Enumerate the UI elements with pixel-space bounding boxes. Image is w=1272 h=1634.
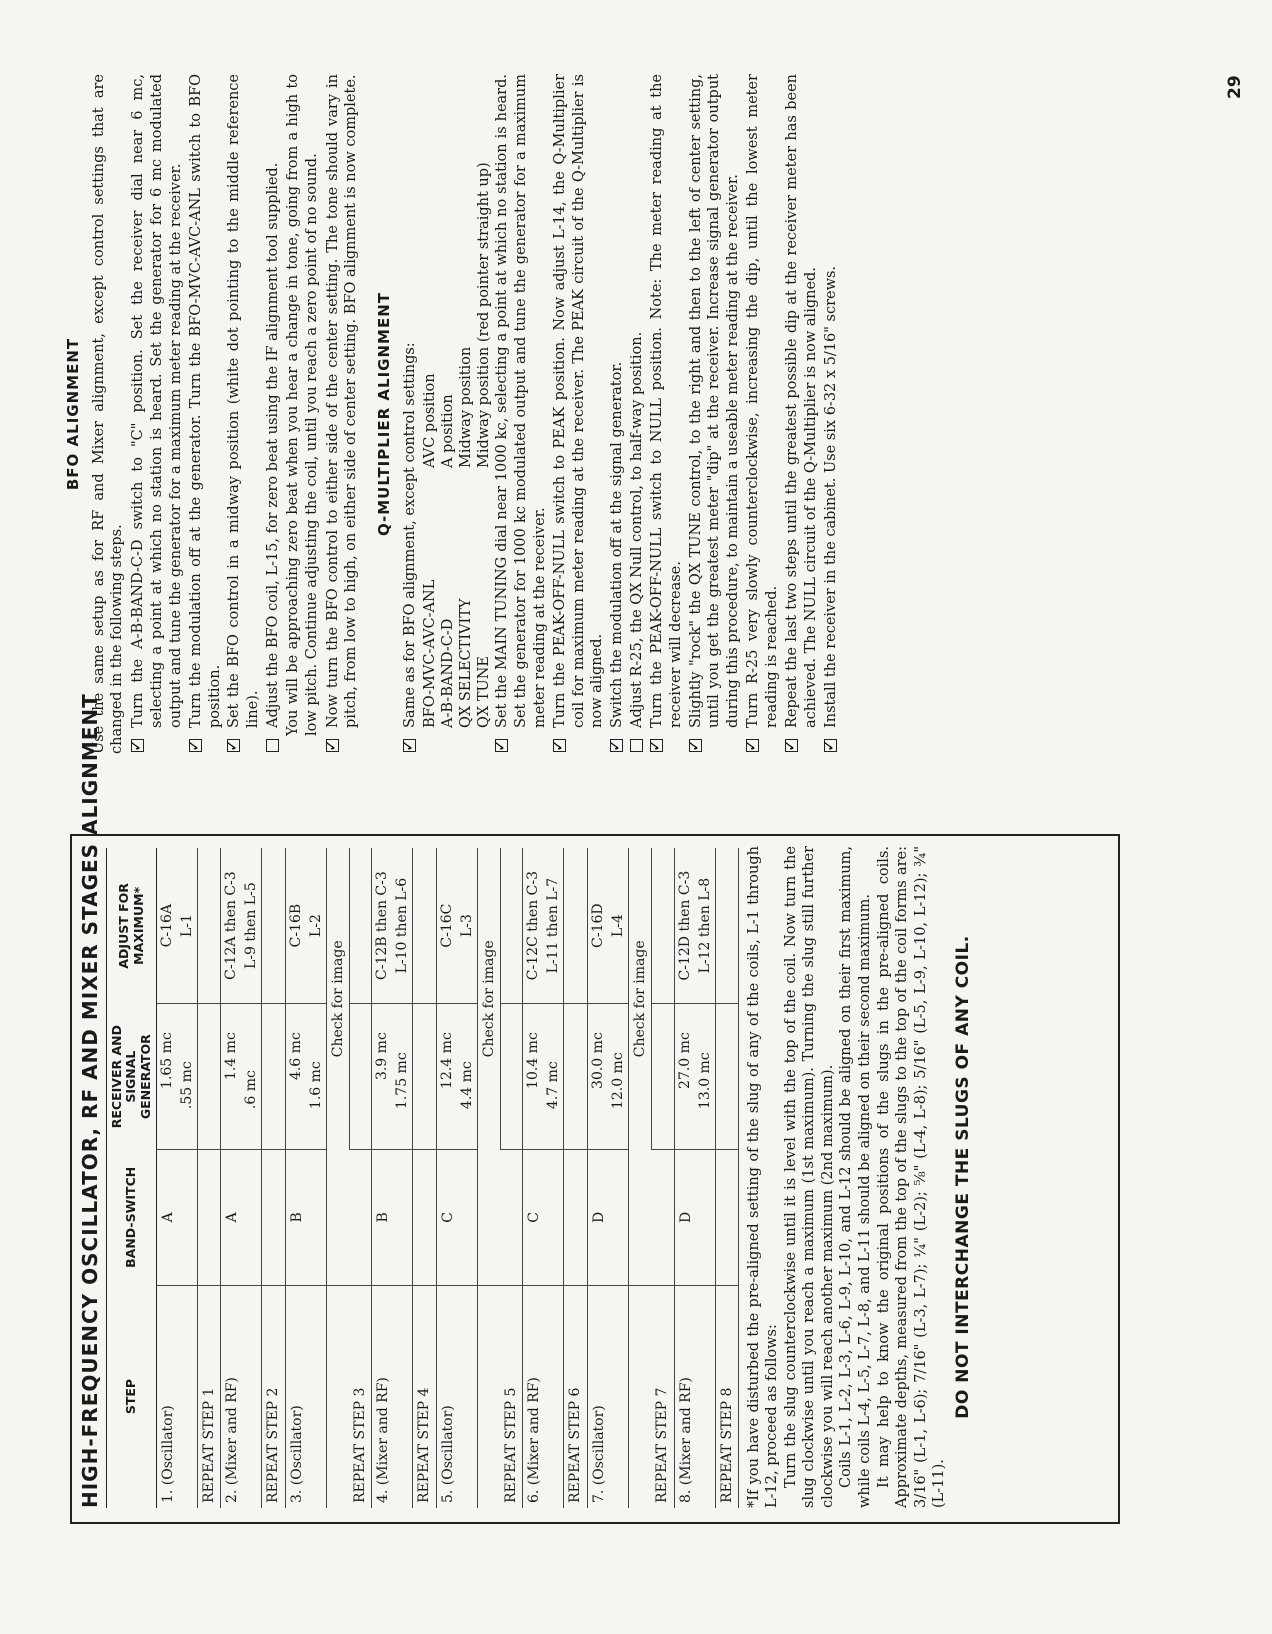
qmult-step [687,74,744,754]
adjust-low: L-2 [307,914,324,938]
bfo-step [129,74,186,754]
band-cell [413,1150,436,1286]
checkbox-icon [403,739,416,752]
checkbox-icon [131,739,144,752]
repeat-row [349,848,372,1508]
gen-high: 1.4 mc [223,1032,240,1081]
step-cell: 1. (Oscillator) [157,1285,198,1508]
checkbox-icon [227,739,240,752]
step-cell: REPEAT STEP 8 [715,1285,738,1508]
bfo-step [187,74,225,754]
checkbox-icon [189,739,202,752]
adjust-cell [198,848,221,1004]
gen-low: 12.0 mc [609,1052,626,1110]
band-cell [651,1150,674,1286]
step-cell: 7. (Oscillator) [587,1285,628,1508]
adjust-cell [436,848,477,1004]
band-cell: D [674,1150,715,1286]
bfo-step [225,74,263,754]
generator-cell [715,1004,738,1150]
adjust-cell [674,848,715,1004]
gen-low: 13.0 mc [696,1052,713,1110]
adjust-cell [523,848,564,1004]
adjust-cell [500,848,523,1004]
bfo-step-text: Turn the A-B-BAND-C-D switch to "C" position. Set the receiver dial near 6 mc, selecting a point at which no station is heard. Set the generator for 6 mc modulated output and tune the generator for a maximum meter reading at the receiver. [130,74,184,728]
header-step: STEP [107,1285,157,1508]
setting-name: QX TUNE [476,656,493,728]
adjust-high: C-12B then C-3 [374,871,391,980]
hf-title: HIGH-FREQUENCY OSCILLATOR, RF AND MIXER STAGES ALIGNMENT [78,693,102,1508]
gen-high: 27.0 mc [676,1032,693,1089]
adjust-high: C-16D [589,903,606,948]
qmult-step [608,74,627,754]
qmult-step [493,74,550,754]
bfo-zero-note: You will be approaching zero beat when you hear a change in tone, going from a high to low pitch. Continue adjusting the coil, until you reach a zero point of no sound. [284,74,320,736]
step-cell: 3. (Oscillator) [285,1285,326,1508]
header-band: BAND-SWITCH [107,1150,157,1286]
image-check: Check for image [628,848,651,1150]
repeat-row [413,848,436,1508]
table-row [587,848,628,1508]
generator-cell [372,1004,413,1150]
bfo-step-text: Adjust the BFO coil, L-15, for zero beat using the IF alignment tool supplied. [265,162,282,728]
qmult-step [628,74,647,754]
checkbox-icon [650,739,663,752]
band-cell: B [372,1150,413,1286]
qmult-step-text: Switch the modulation off at the signal generator. [609,361,626,728]
checkbox-icon [553,739,566,752]
empty-cell [477,1285,500,1508]
setting-name: QX SELECTIVITY [457,598,474,728]
image-check-row [477,848,500,1508]
gen-high: 1.65 mc [159,1032,176,1089]
repeat-row [262,848,285,1508]
generator-cell [436,1004,477,1150]
gen-low: 4.4 mc [458,1061,475,1110]
repeat-row [564,848,587,1508]
band-cell: C [523,1150,564,1286]
checkbox-icon [689,739,702,752]
table-row [157,848,198,1508]
table-row [372,848,413,1508]
generator-cell [198,1004,221,1150]
empty-cell [628,1285,651,1508]
adjust-high: C-16B [287,903,304,948]
step-cell: REPEAT STEP 2 [262,1285,285,1508]
generator-cell [349,1004,372,1150]
table-row [221,848,262,1508]
step-cell: 2. (Mixer and RF) [221,1285,262,1508]
adjust-low: L-11 then L-7 [545,877,562,974]
image-check: Check for image [326,848,349,1150]
empty-cell [477,1150,500,1286]
step-cell: 4. (Mixer and RF) [372,1285,413,1508]
qmult-step-text: Slightly "rock" the QX TUNE control, to the right and then to the left of center setting, until you get the greatest meter "dip" at the receiver. Increase signal generator output during this procedure, to maintain a useable meter reading at the receiver. [687,74,742,728]
bfo-final-text: Now turn the BFO control to either side of the center setting. The tone should vary in pitch, from low to high, on either side of center setting. BFO alignment is now complete. [324,74,360,728]
adjust-cell [564,848,587,1004]
gen-high: 4.6 mc [287,1032,304,1081]
repeat-row [500,848,523,1508]
checkbox-icon [266,739,279,752]
adjust-high: C-16C [438,903,455,948]
generator-cell [564,1004,587,1150]
step-cell: REPEAT STEP 4 [413,1285,436,1508]
hf-table-body [157,848,739,1508]
band-cell [349,1150,372,1286]
generator-cell [523,1004,564,1150]
band-cell [500,1150,523,1286]
hf-notes [745,846,949,1508]
qmult-step [744,74,782,754]
adjust-low: L-1 [179,914,196,938]
image-check: Check for image [477,848,500,1150]
step-cell: 6. (Mixer and RF) [523,1285,564,1508]
hf-header-row [107,848,157,1508]
generator-cell [500,1004,523,1150]
gen-low: 1.75 mc [394,1052,411,1110]
footnote: *If you have disturbed the pre-aligned setting of the slug of any of the coils, L-1 through L-12, proceed as follows: [745,846,781,1508]
qmult-step [783,74,821,754]
checkbox-icon [785,739,798,752]
checkbox-icon [326,739,339,752]
adjust-cell [651,848,674,1004]
step-cell: REPEAT STEP 1 [198,1285,221,1508]
qmult-step-text: Repeat the last two steps until the greatest possible dip at the receiver meter has been achieved. The NULL circuit of the Q-Multiplier is now aligned. [783,74,819,728]
checkbox-icon [630,739,643,752]
band-cell: B [285,1150,326,1286]
qmult-settings [421,74,494,754]
generator-cell [587,1004,628,1150]
header-adjust: ADJUST FOR MAXIMUM* [107,848,157,1004]
table-row [436,848,477,1508]
checkbox-icon [610,739,623,752]
empty-cell [628,1150,651,1286]
gen-low: .55 mc [179,1061,196,1110]
setting-value: Midway position [457,346,474,468]
qmult-step-text: Turn the PEAK-OFF-NULL switch to NULL position. Note: The meter reading at the receiver will decrease. [648,74,684,728]
gen-high: 3.9 mc [374,1032,391,1081]
gen-low: 1.6 mc [307,1061,324,1110]
note-para-1: Turn the slug counterclockwise until it is level with the top of the coil. Now turn the slug clockwise until you reach a maximum (1st maximum). Turning the slug still further clockwise you will reach another maximum (2nd maximum). [782,846,836,1508]
adjust-high: C-12D then C-3 [676,870,693,981]
qmult-step-text: Set the MAIN TUNING dial near 1000 kc, selecting a point at which no station is heard. Set the generator for 1000 kc modulated output and tune the generator for a maximum meter reading at the receiver. [494,74,548,728]
generator-cell [413,1004,436,1150]
hf-table [106,848,739,1508]
hf-alignment-box [70,693,1120,1524]
empty-cell [326,1150,349,1286]
image-check-row [628,848,651,1508]
checkbox-icon [824,739,837,752]
gen-low: 4.7 mc [545,1061,562,1110]
band-cell [715,1150,738,1286]
adjust-cell [715,848,738,1004]
checkbox-icon [495,739,508,752]
step-cell: REPEAT STEP 7 [651,1285,674,1508]
adjust-cell [157,848,198,1004]
adjust-high: C-12A then C-3 [223,871,240,980]
gen-high: 10.4 mc [525,1032,542,1089]
band-cell: A [221,1150,262,1286]
qmult-step-text: Install the receiver in the cabinet. Use six 6-32 x 5/16" screws. [822,265,839,728]
slug-warning: DO NOT INTERCHANGE THE SLUGS OF ANY COIL. [952,935,973,1419]
band-cell [564,1150,587,1286]
generator-cell [157,1004,198,1150]
step-cell: REPEAT STEP 5 [500,1285,523,1508]
band-cell: D [587,1150,628,1286]
generator-cell [285,1004,326,1150]
table-row [674,848,715,1508]
table-row [285,848,326,1508]
adjust-cell [587,848,628,1004]
setting-value: A position [439,394,456,468]
adjust-cell [221,848,262,1004]
adjust-cell [349,848,372,1004]
qmult-intro-step [401,74,420,754]
repeat-row [651,848,674,1508]
adjust-cell [372,848,413,1004]
step-cell: 8. (Mixer and RF) [674,1285,715,1508]
qmult-intro: Same as for BFO alignment, except control settings: [401,342,418,728]
bfo-step [264,74,283,754]
page-number: 29 [1225,75,1245,99]
adjust-high: C-16A [159,903,176,948]
setting-name: BFO-MVC-AVC-ANL [421,579,438,728]
qmult-title: Q-MULTIPLIER ALIGNMENT [375,292,394,536]
empty-cell [326,1285,349,1508]
bfo-step-text: Set the BFO control in a midway position (white dot pointing to the middle reference line). [226,74,262,728]
note-para-3: It may help to know the original positions of the slugs in the pre-aligned coils. Approximate depths, measured from the top of the slugs to the top of the coil forms are: 3/16" (L-1, L-6); 7/16" (L-3, L-7); ¼" (L-2); ⅝" (L-4, L-8); 5/16" (L-5, L-9, L-10, L-12); ¾" (L-11). [875,846,948,1508]
table-row [523,848,564,1508]
qmult-step [648,74,686,754]
step-cell: 5. (Oscillator) [436,1285,477,1508]
adjust-cell [413,848,436,1004]
qmult-step-text: Turn the PEAK-OFF-NULL switch to PEAK position. Now adjust L-14, the Q-Multiplier coil for maximum meter reading at the receiver. The PEAK circuit of the Q-Multiplier is now aligned. [551,74,606,728]
adjust-cell [262,848,285,1004]
generator-cell [674,1004,715,1150]
adjust-low: L-12 then L-8 [696,877,713,974]
adjust-low: L-4 [609,914,626,938]
band-cell [198,1150,221,1286]
repeat-row [198,848,221,1508]
image-check-row [326,848,349,1508]
generator-cell [221,1004,262,1150]
setting-value: Midway position (red pointer straight up) [476,162,493,468]
bfo-steps [129,74,283,754]
generator-cell [262,1004,285,1150]
adjust-high: C-12C then C-3 [525,871,542,981]
gen-low: .6 mc [243,1070,260,1110]
bfo-title: BFO ALIGNMENT [64,337,82,491]
right-column [60,74,841,754]
setting-name: A-B-BAND-C-D [439,618,456,728]
step-cell: REPEAT STEP 3 [349,1285,372,1508]
header-generator: RECEIVER AND SIGNAL GENERATOR [107,1004,157,1150]
bfo-step-text: Turn the modulation off at the generator. Turn the BFO-MVC-AVC-ANL switch to BFO position. [187,74,223,728]
bfo-final-step [324,74,362,754]
qmult-step [551,74,608,754]
bfo-intro: Use the same setup as for RF and Mixer alignment, except control settings that are changed in the following steps. [90,74,126,754]
qmult-steps [493,74,840,754]
adjust-low: L-9 then L-5 [243,882,260,969]
gen-high: 12.4 mc [438,1032,455,1089]
step-cell: REPEAT STEP 6 [564,1285,587,1508]
adjust-low: L-3 [458,914,475,938]
gen-high: 30.0 mc [589,1032,606,1089]
adjust-low: L-10 then L-6 [394,877,411,974]
note-para-2: Coils L-1, L-2, L-3, L-6, L-9, L-10, and L-12 should be aligned on their first maximum, while coils L-4, L-5, L-7, L-8, and L-11 should be aligned on their second maximum. [838,846,873,1508]
repeat-row [715,848,738,1508]
setting-value: AVC position [421,373,438,468]
band-cell [262,1150,285,1286]
checkbox-icon [746,739,759,752]
adjust-cell [285,848,326,1004]
band-cell: A [157,1150,198,1286]
qmult-step-text: Turn R-25 very slowly counterclockwise, increasing the dip, until the lowest meter reading is reached. [745,74,780,728]
generator-cell [651,1004,674,1150]
qmult-step [822,74,841,754]
band-cell: C [436,1150,477,1286]
qmult-step-text: Adjust R-25, the QX Null control, to half-way position. [629,331,646,728]
